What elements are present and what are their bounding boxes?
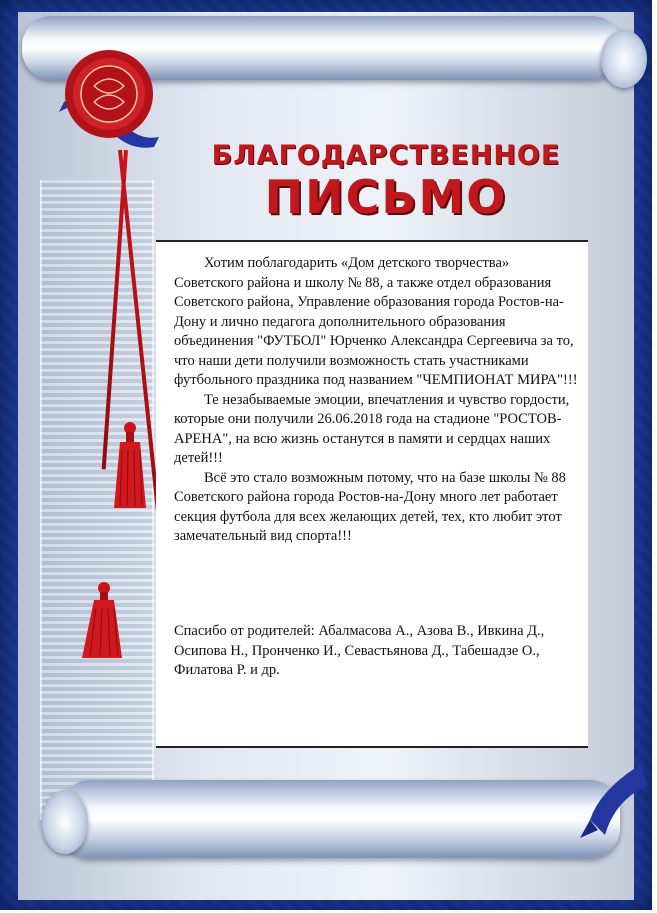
scroll-bottom-roll-end xyxy=(42,790,88,854)
ribbon-icon xyxy=(580,760,650,840)
paragraph-3: Всё это стало возможным потому, что на базе школы № 88 Советского района города Ростов-на-Дону много лет работает секция футбола для всех желающих детей, тех, кто любит этот замечательный вид спорта!!! xyxy=(174,469,566,544)
tassel-icon xyxy=(112,420,148,510)
signature: Спасибо от родителей: Абалмасова А., Азова В., Ивкина Д., Осипова Н., Пронченко И., Севастьянова Д., Табешадзе О., Филатова Р. и др. xyxy=(174,623,545,678)
letter-text xyxy=(174,254,580,547)
letter-body xyxy=(156,240,588,748)
title-line-1: БЛАГОДАРСТВЕННОЕ xyxy=(211,140,561,171)
wax-seal-icon xyxy=(54,42,164,152)
paragraph-1: Хотим поблагодарить «Дом детского творчества» Советского района и школу № 88, а также отдел образования Советского района, Управление образования города Ростов-на-Дону и лично педагога дополнительного образования объединения "ФУТБОЛ" Юрченко Александра Сергеевича за то, что наши дети получили возможность стать участниками футбольного праздника под названием "ЧЕМПИОНАТ МИРА"!!! xyxy=(174,255,578,388)
tassel-icon xyxy=(78,580,124,660)
paragraph-2: Те незабываемые эмоции, впечатления и чувство гордости, которые они получили 26.06.2018 года на стадионе "РОСТОВ-АРЕНА", на всю жизнь останутся в памяти и сердцах наших детей!!! xyxy=(174,391,570,466)
scroll-top-roll-end xyxy=(601,30,647,88)
title-line-2: ПИСЬМО xyxy=(264,170,508,224)
scroll-bottom-roll xyxy=(60,780,620,858)
